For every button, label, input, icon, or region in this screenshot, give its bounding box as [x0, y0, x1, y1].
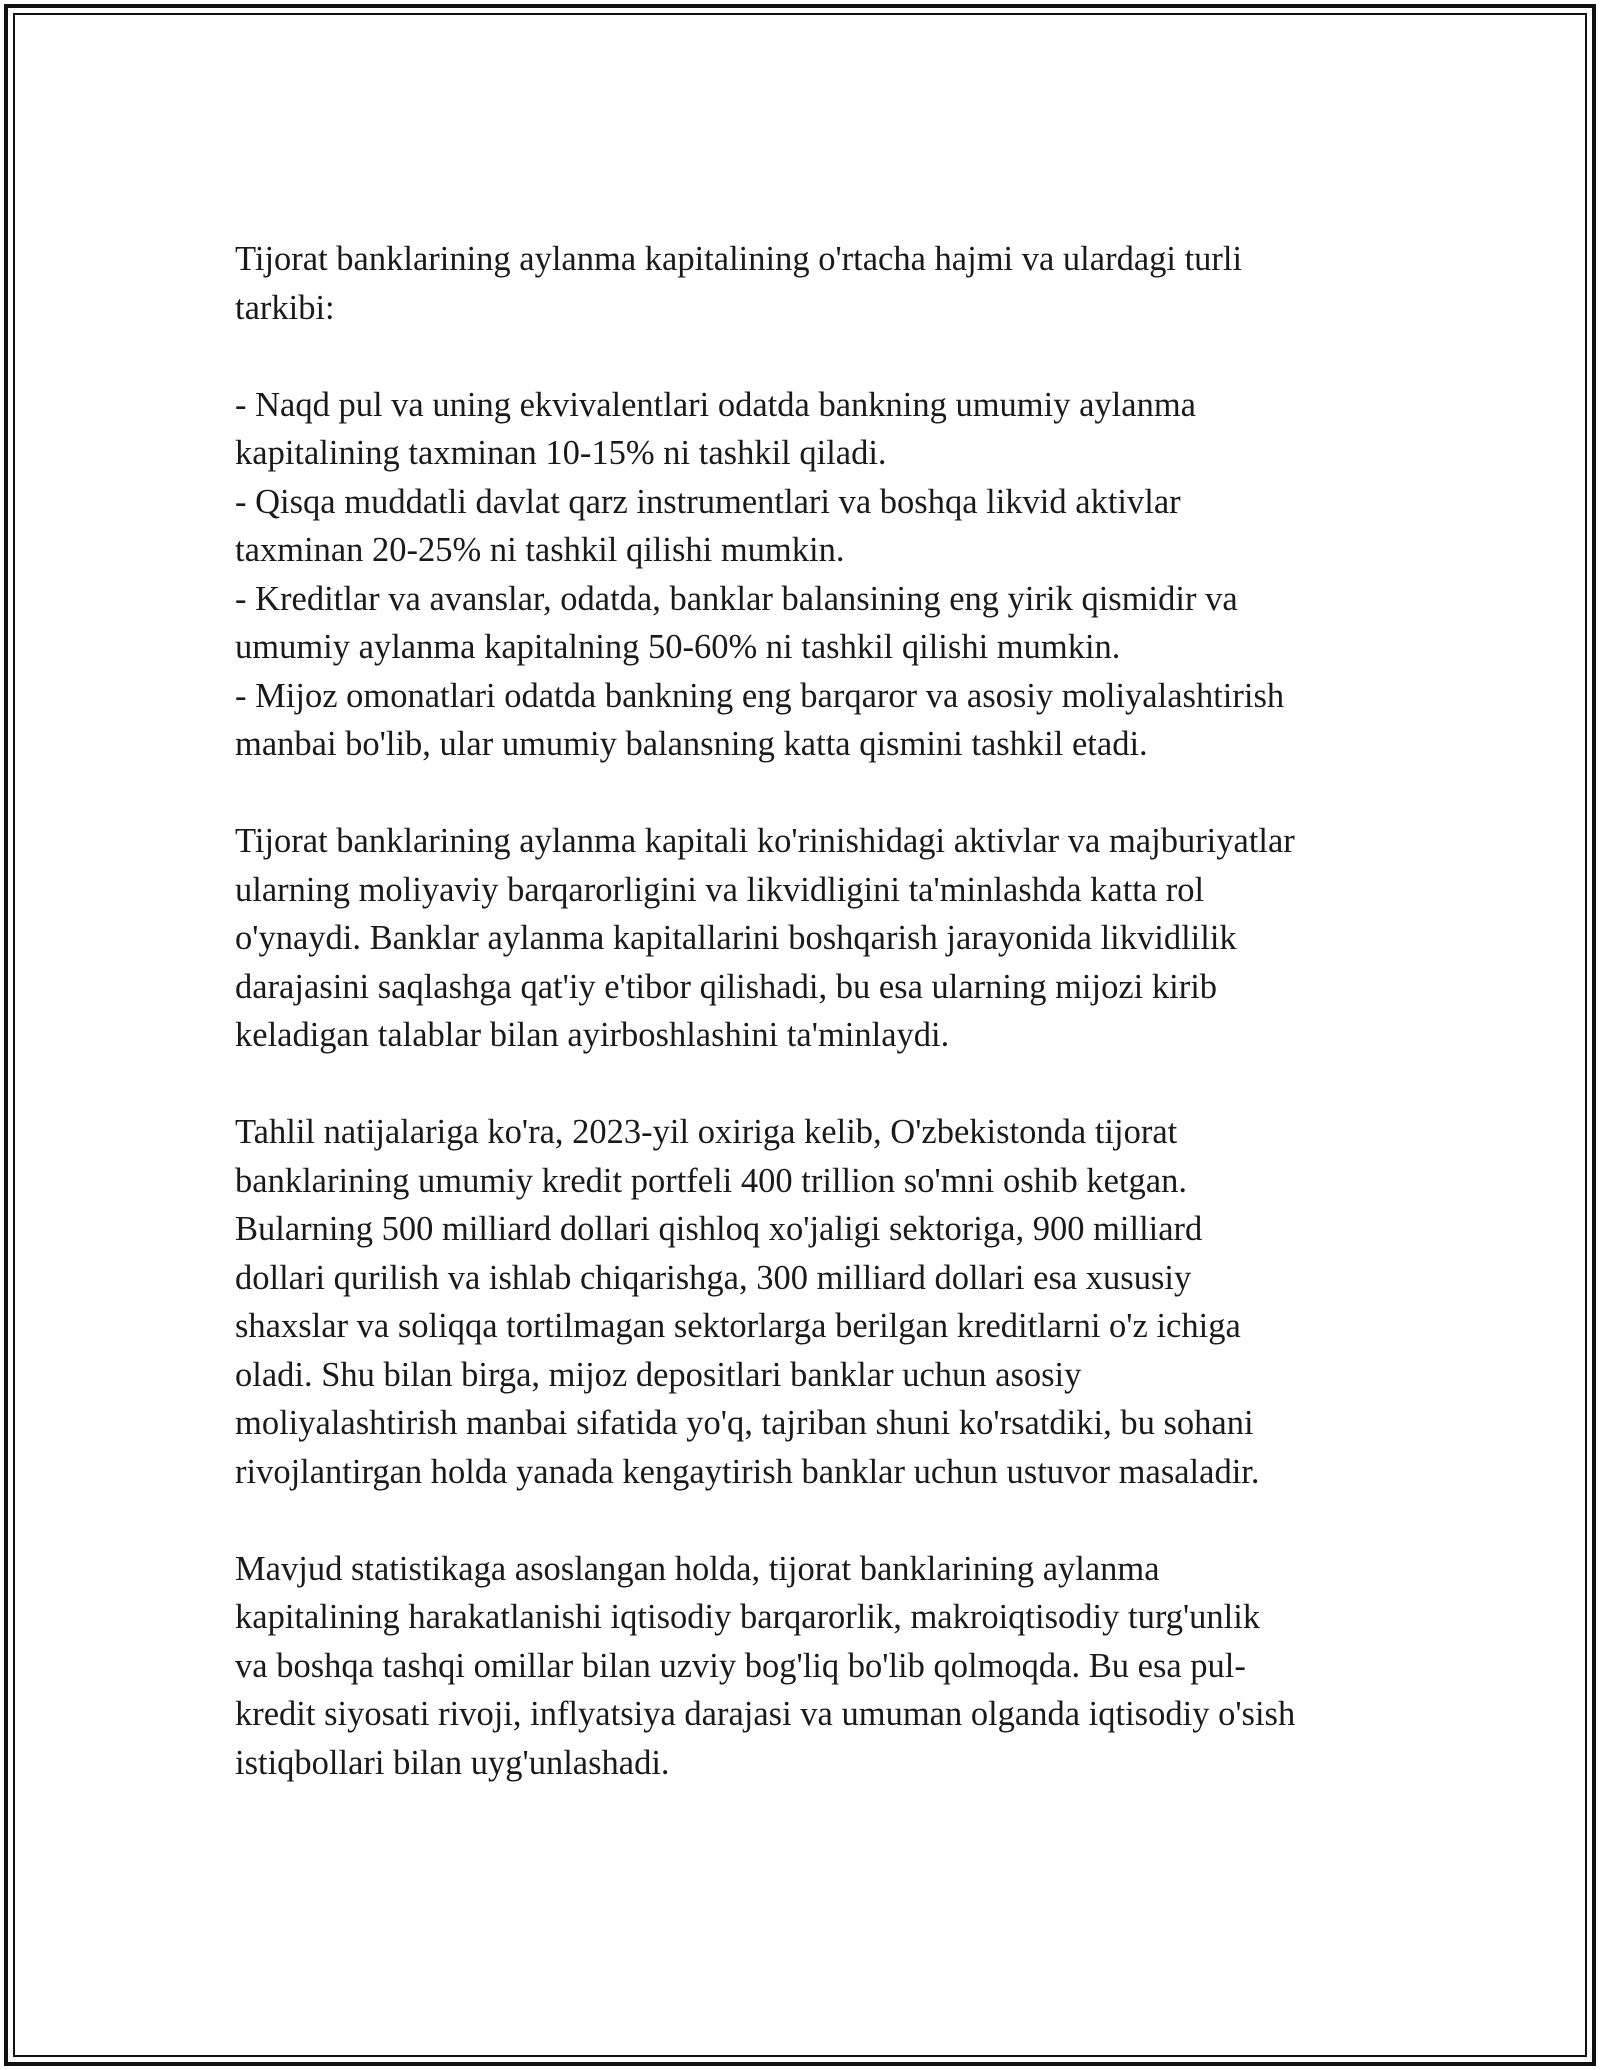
paragraph-stability: Tijorat banklarining aylanma kapitali ko'rinishidagi aktivlar va majburiyatlar ularning moliyaviy barqarorligini va likvidligini ta'minlashda katta rol o'ynaydi. Banklar aylanma kapitallarini boshqarish jarayonida likvidlilik darajasini saqlashga qat'iy e'tibor qilishadi, bu esa ularning mijozi kirib keladigan talablar bilan ayirboshlashini ta'minlaydi.	[235, 822, 1295, 1054]
document-body	[235, 235, 1385, 1787]
paragraph-intro: Tijorat banklarining aylanma kapitalining o'rtacha hajmi va ulardagi turli tarkibi:	[235, 240, 1243, 327]
paragraph-conclusion: Mavjud statistikaga asoslangan holda, tijorat banklarining aylanma kapitalining harakatlanishi iqtisodiy barqarorlik, makroiqtisodiy turg'unlik va boshqa tashqi omillar bilan uzviy bog'liq bo'lib qolmoqda. Bu esa pul- kredit siyosati rivoji, inflyatsiya darajasi va umuman olganda iqtisodiy o'sish istiqbollari bilan uyg'unlashadi.	[235, 1549, 1296, 1782]
paragraph-analysis: Tahlil natijalariga ko'ra, 2023-yil oxiriga kelib, O'zbekistonda tijorat banklarining umumiy kredit portfeli 400 trillion so'mni oshib ketgan. Bularning 500 milliard dollari qishloq xo'jaligi sektoriga, 900 milliard dollari qurilish va ishlab chiqarishga, 300 milliard dollari esa xususiy shaxslar va soliqqa tortilmagan sektorlarga berilgan kreditlarni o'z ichiga oladi. Shu bilan birga, mijoz depositlari banklar uchun asosiy moliyalashtirish manbai sifatida yo'q, tajriban shuni ko'rsatdiki, bu sohani rivojlantirgan holda yanada kengaytirish banklar uchun ustuvor masaladir.	[235, 1113, 1260, 1491]
paragraph-composition-list: - Naqd pul va uning ekvivalentlari odatda bankning umumiy aylanma kapitalining taxminan 10-15% ni tashkil qiladi. - Qisqa muddatli davlat qarz instrumentlari va boshqa likvid aktivlar taxminan 20-25% ni tashkil qilishi mumkin. - Kreditlar va avanslar, odatda, banklar balansining eng yirik qismidir va umumiy aylanma kapitalning 50-60% ni tashkil qilishi mumkin. - Mijoz omonatlari odatda bankning eng barqaror va asosiy moliyalashtirish manbai bo'lib, ular umumiy balansning katta qismini tashkil etadi.	[235, 385, 1285, 763]
